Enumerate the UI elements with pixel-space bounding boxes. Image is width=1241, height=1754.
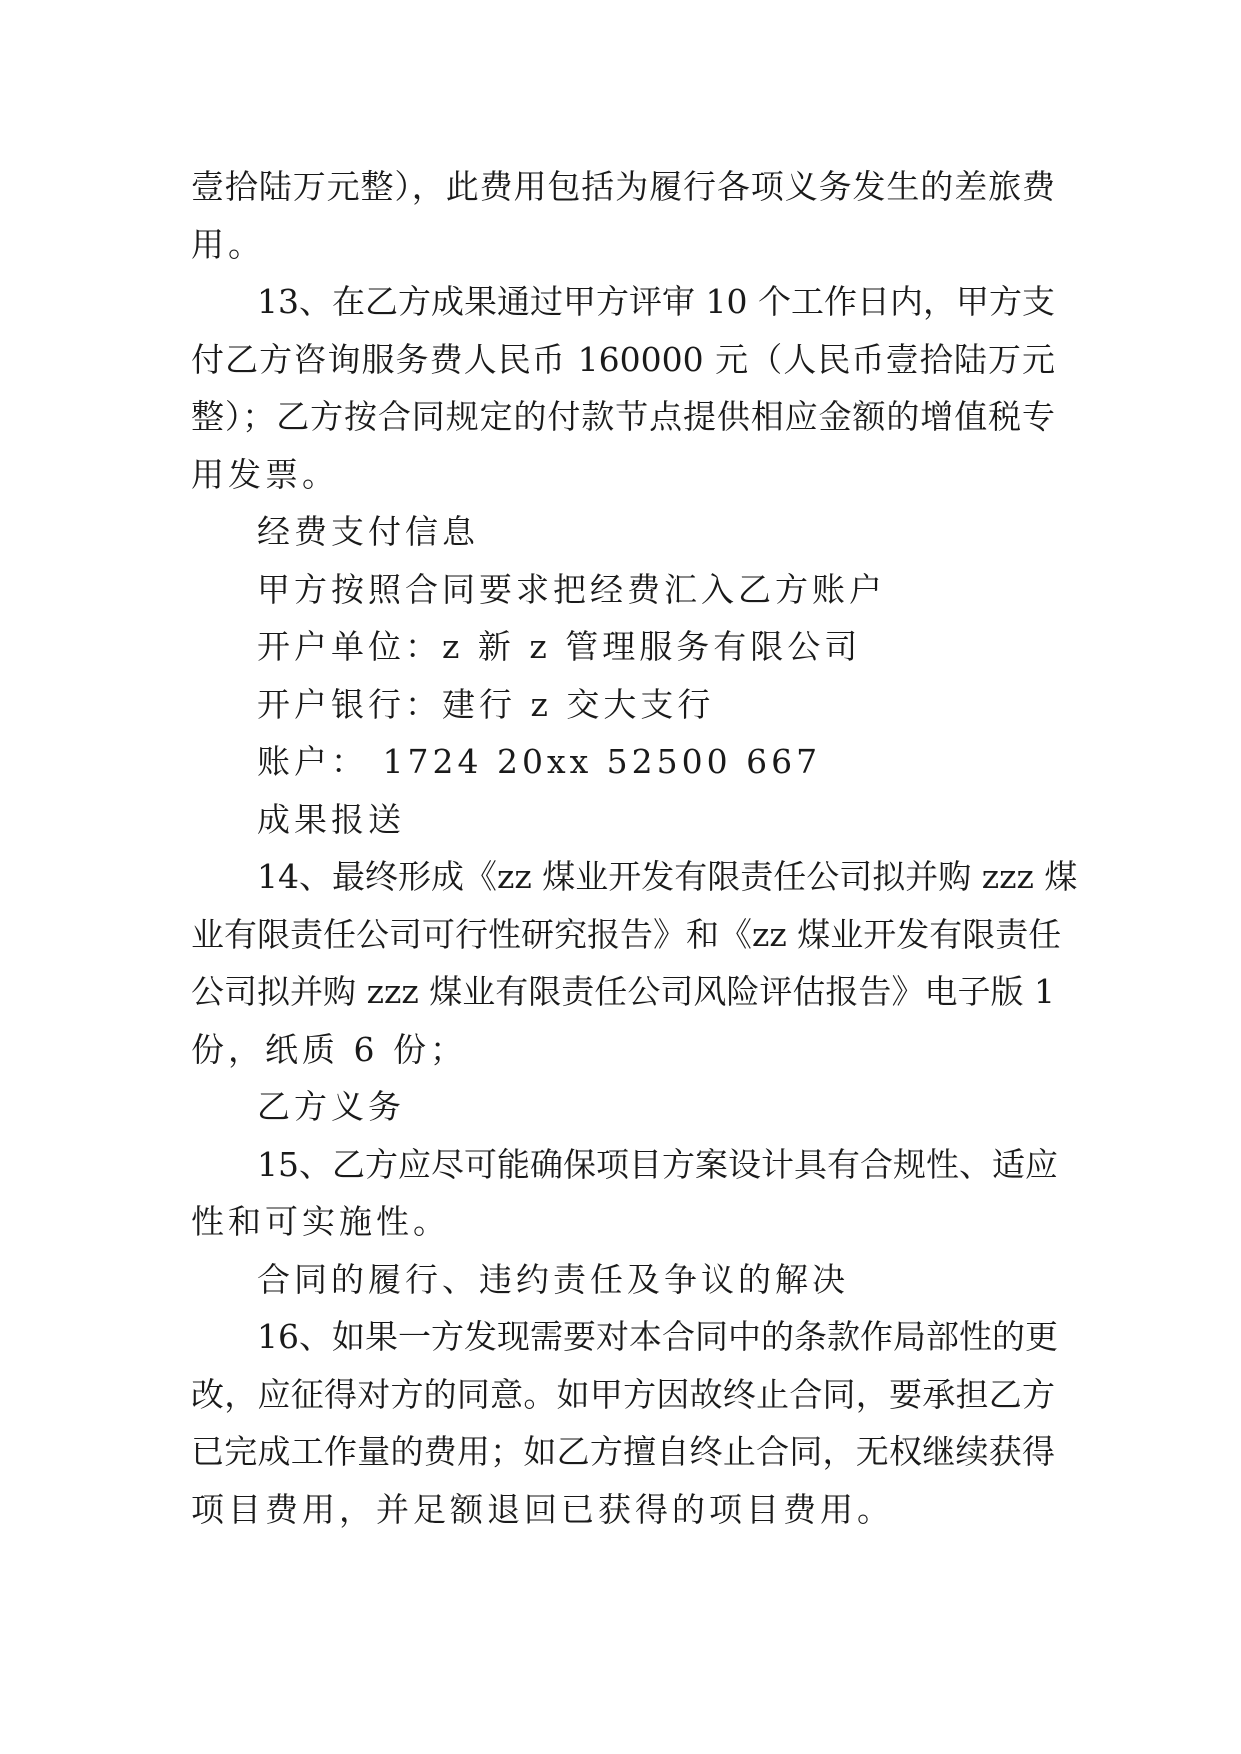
- paragraph-14-line-4: 份，纸质 6 份；: [191, 1029, 467, 1069]
- paragraph-13-line-1: 13、在乙方成果通过甲方评审 10 个工作日内，甲方支: [257, 282, 1055, 321]
- account-number: 账户： 1724 20xx 52500 667: [257, 742, 822, 781]
- paragraph-14-line-1: 14、最终形成《zz 煤业开发有限责任公司拟并购 zzz 煤: [257, 857, 1078, 896]
- payment-instruction: 甲方按照合同要求把经费汇入乙方账户: [257, 569, 886, 609]
- paragraph-16-line-2: 改，应征得对方的同意。如甲方因故终止合同，要承担乙方: [191, 1374, 1055, 1414]
- paragraph-12-line-1: 壹拾陆万元整），此费用包括为履行各项义务发生的差旅费: [191, 167, 1055, 206]
- account-bank: 开户银行：建行 z 交大支行: [257, 684, 715, 724]
- paragraph-14-line-3: 公司拟并购 zzz 煤业有限责任公司风险评估报告》电子版 1: [191, 972, 1055, 1011]
- section-heading-payment: 经费支付信息: [257, 512, 479, 551]
- account-holder: 开户单位：z 新 z 管理服务有限公司: [257, 627, 862, 666]
- document-body: [191, 158, 1078, 1538]
- paragraph-16-line-4: 项目费用，并足额退回已获得的项目费用。: [191, 1489, 894, 1529]
- paragraph-12-line-2: 用。: [191, 224, 265, 264]
- paragraph-16-line-1: 16、如果一方发现需要对本合同中的条款作局部性的更: [257, 1317, 1058, 1356]
- paragraph-13-line-4: 用发票。: [191, 454, 339, 494]
- paragraph-15-line-1: 15、乙方应尽可能确保项目方案设计具有合规性、适应: [257, 1144, 1058, 1184]
- paragraph-13-line-3: 整）；乙方按合同规定的付款节点提供相应金额的增值税专: [191, 397, 1055, 436]
- paragraph-13-line-2: 付乙方咨询服务费人民币 160000 元（人民币壹拾陆万元: [191, 339, 1056, 379]
- section-heading-performance: 合同的履行、违约责任及争议的解决: [257, 1259, 849, 1299]
- paragraph-14-line-2: 业有限责任公司可行性研究报告》和《zz 煤业开发有限责任: [191, 914, 1062, 954]
- section-heading-deliverables: 成果报送: [257, 799, 405, 839]
- section-heading-obligations: 乙方义务: [257, 1087, 405, 1126]
- paragraph-16-line-3: 已完成工作量的费用；如乙方擅自终止合同，无权继续获得: [191, 1432, 1055, 1471]
- paragraph-15-line-2: 性和可实施性。: [191, 1202, 450, 1241]
